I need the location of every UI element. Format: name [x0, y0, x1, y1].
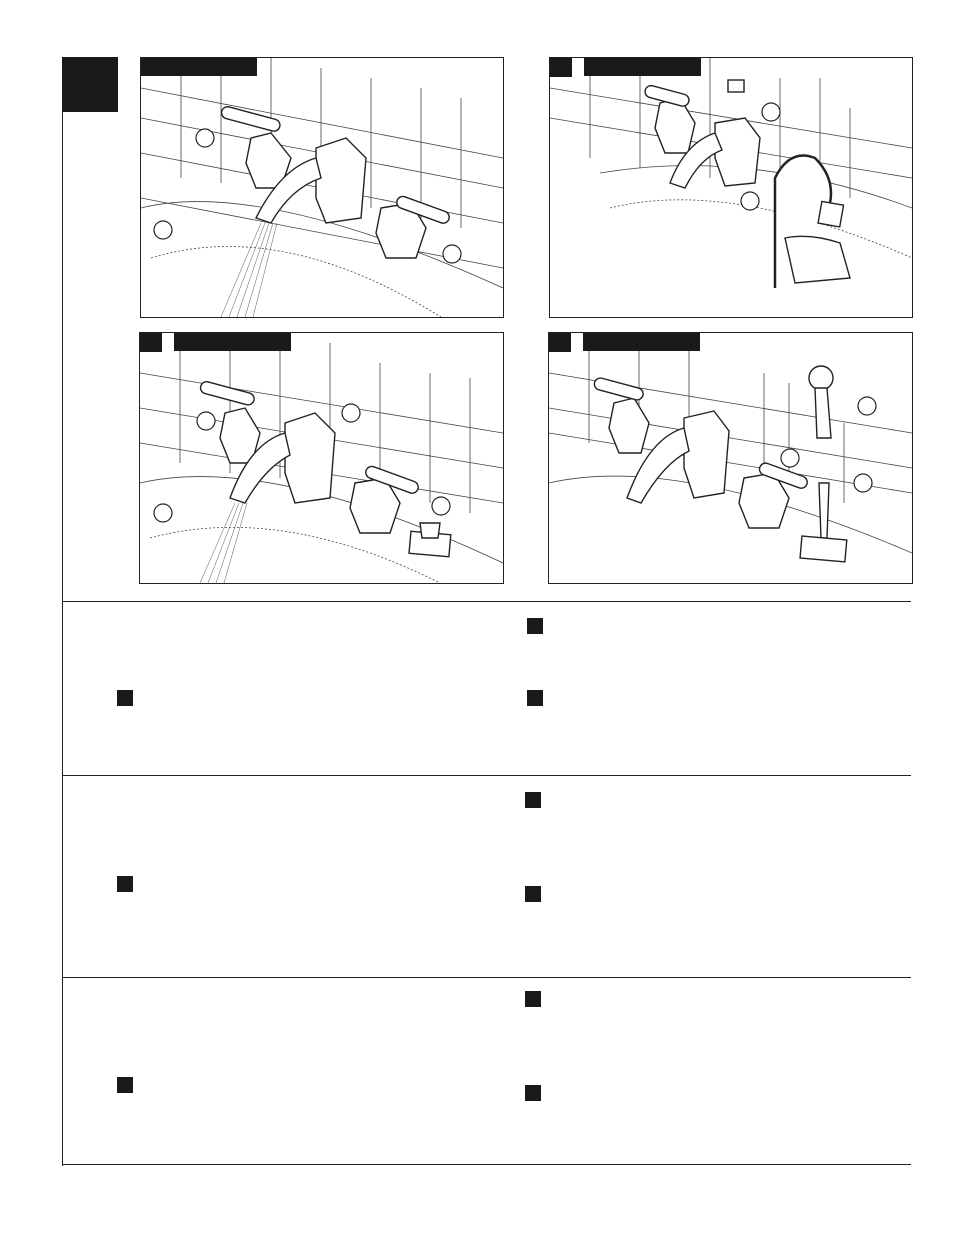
step-marker	[117, 690, 133, 706]
step-marker	[117, 876, 133, 892]
faucet-drawing-b	[550, 58, 912, 317]
faucet-drawing-c	[140, 333, 503, 583]
panel-title-bar-d	[583, 333, 700, 351]
step-marker	[525, 792, 541, 808]
left-margin-rule	[62, 112, 63, 1166]
faucet-drawing-d	[549, 333, 912, 583]
step-marker	[525, 886, 541, 902]
section-divider-4	[62, 1164, 911, 1165]
step-number-block	[62, 57, 118, 112]
step-marker	[525, 991, 541, 1007]
panel-letter-square-b	[550, 58, 572, 77]
step-marker	[527, 618, 543, 634]
panel-title-bar-c	[174, 333, 291, 351]
step-marker	[527, 690, 543, 706]
panel-title-bar-b	[584, 58, 701, 76]
section-divider-1	[62, 601, 911, 602]
step-marker	[525, 1085, 541, 1101]
panel-letter-square-c	[140, 333, 162, 352]
panel-letter-square-d	[549, 333, 571, 352]
illustration-panel-b	[549, 57, 913, 318]
section-divider-3	[62, 977, 911, 978]
faucet-drawing-a	[141, 58, 503, 317]
illustration-panel-d	[548, 332, 913, 584]
section-divider-2	[62, 775, 911, 776]
panel-title-bar-a	[141, 58, 257, 76]
step-marker	[117, 1077, 133, 1093]
illustration-panel-a	[140, 57, 504, 318]
illustration-panel-c	[139, 332, 504, 584]
